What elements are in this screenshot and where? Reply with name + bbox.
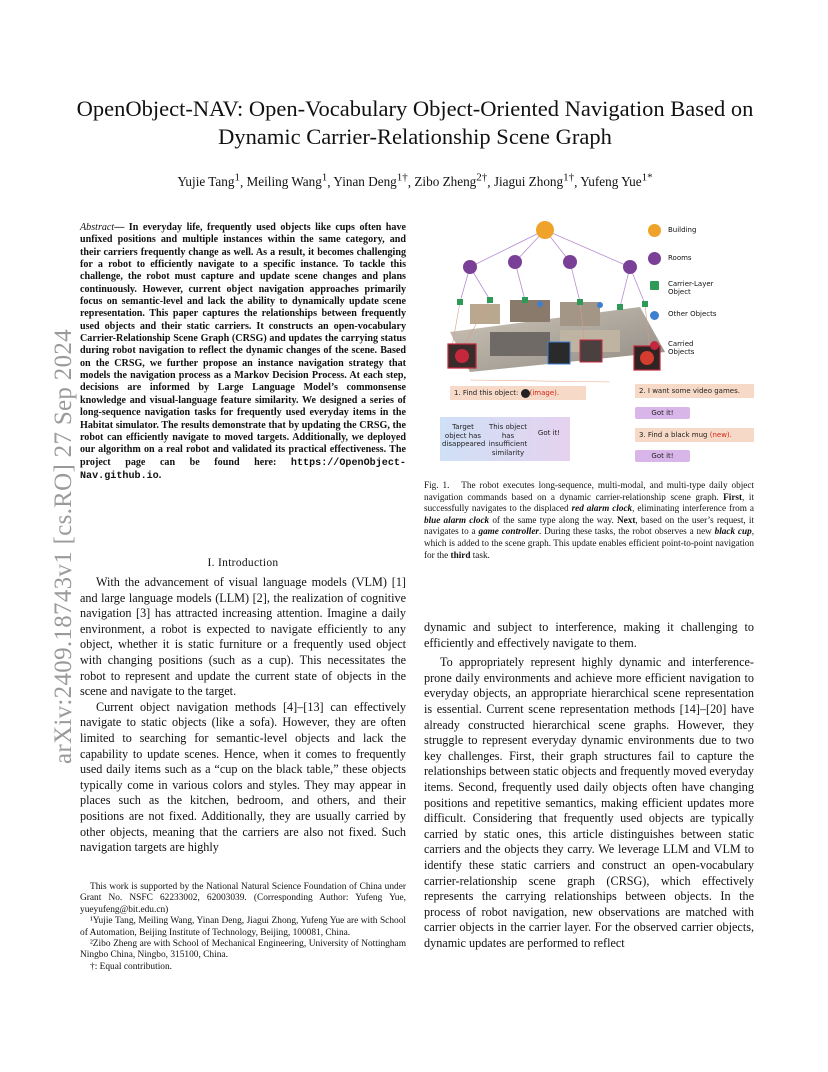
figure-1: [430, 212, 756, 472]
room-block: [510, 300, 550, 322]
author: Jiagui Zhong$^{1\dagger}$: [493, 172, 575, 190]
title-line-2: Dynamic Carrier-Relationship Scene Graph: [218, 124, 612, 149]
object-thumbnail: [580, 340, 602, 362]
room-node: [563, 255, 577, 269]
arxiv-identifier: arXiv:2409.18743v1 [cs.RO] 27 Sep 2024: [50, 329, 77, 764]
project-link[interactable]: https://OpenObject-Nav.github.io: [80, 457, 406, 482]
room-node: [508, 255, 522, 269]
paragraph: To appropriately represent highly dynamic and interference-prone daily environments and achieve more efficient navigation to everyday objects, an appropriate hierarchical scene representation is essential. Current scene representation methods [14]–[20] have already constructed hierarchical scene graphs. However, they struggle to represent everyday dynamic environments due to two key challenges. First, their graph structures fail to capture the relationships between static objects and frequently moved everyday items. Second, frequently used daily objects often have changing positions and repetitive semantics, making efficient updates more difficult. Considering that frequently used objects are typically carried by static ones, this article distinguishes between static carriers and the objects they carry. We leverage LLM and VLM to identify these static carriers and construct an open-vocabulary carrier-relationship scene graph (CRSG), which effectively represents the carrying relationships between objects. In the process of robot navigation, new observations are matched with carrier objects in the carrier layer. For the observed carrier objects, dynamic updates are performed to reflect: [424, 655, 754, 950]
command-1: 1. Find this object: (image).: [450, 386, 586, 400]
abstract-label: Abstract: [80, 222, 115, 233]
section-heading: I. Introduction: [207, 557, 279, 569]
room-block: [470, 304, 500, 324]
author: Meiling Wang$^1$: [246, 172, 328, 190]
footnote: This work is supported by the National Natural Science Foundation of China under Grant No. NSFC 62233002, 62003039. (Corresponding Author: Yufeng Yue, yueyufeng@bit.edu.cn): [80, 882, 406, 915]
room-node: [623, 260, 637, 274]
paragraph: Current object navigation methods [4]–[13] can effectively navigate to static objects (like a sofa). However, they are often limited to searching for semantic-level objects and lack the capability to update scenes. Hence, when it comes to frequently used daily items such as a “cup on the black table,” these objects typically come in various colors and styles. They may appear in places such as the kitchen, bedroom, and others, and their positions are not fixed. Additionally, they are usually carried by other objects, meaning that the carriers are also not fixed. Such navigation targets are highly: [80, 699, 406, 855]
carrier-node: [457, 299, 463, 305]
author: Yujie Tang$^1$: [177, 172, 240, 190]
room-block: [490, 332, 550, 356]
author: Zibo Zheng$^{2\dagger}$: [414, 172, 488, 190]
paragraph: With the advancement of visual language models (VLM) [1] and large language models (LLM) [2], the realization of cognitive navigation [3] has attracted increasing attention. Imagine a daily environment, a robot is expected to navigate efficiently to any object, whether it is static furniture or a frequently used object with changing positions (such as a cup). This necessitates the robot to represent and update the current state of objects in the scene and navigate to the target.: [80, 575, 406, 699]
footnote: ¹Yujie Tang, Meiling Wang, Yinan Deng, Jiagui Zhong, Yufeng Yue are with School of Automation, Beijing Institute of Technology, Beijing, 100081, China.: [80, 916, 406, 938]
carrier-node: [577, 299, 583, 305]
building-node: [536, 221, 554, 239]
room-block: [560, 302, 600, 326]
legend-carrier: Carrier-Layer Object: [668, 280, 738, 296]
abstract: Abstract— In everyday life, frequently used objects like cups often have unfixed positions and multiple instances within the same category, and their carriers frequently change as well. As a result, it becomes challenging for a robot to efficiently navigate to a specific instance. To tackle this challenge, the robot must capture and update scene changes and plans continuously. However, current object navigation approaches primarily focus on semantic-level and lack the ability to dynamically update scene representation. This paper captures the relationships between frequently used objects and their static carriers. It constructs an open-vocabulary Carrier-Relationship Scene Graph (CRSG) and updates the carrying status during robot navigation to reflect the dynamic changes of the scene. Based on the CRSG, we further propose an instance navigation strategy that models the navigation process as a Markov Decision Process. At each step, decisions are informed by Large Language Model’s commonsense knowledge and visual-language feature similarity. We designed a series of long-sequence navigation tasks for frequently used everyday items in the Habitat simulator. The results demonstrate that by updating the CRSG, the robot can efficiently navigate to moved targets. Additionally, we deployed our algorithm on a real robot and validated its practical effectiveness. The project page can be found here: https://OpenObject-Nav.github.io.: [80, 222, 406, 482]
other-object-node: [597, 302, 603, 308]
footnote: ²Zibo Zheng are with School of Mechanical Engineering, University of Nottingham Ningbo China, Ningbo, 315100, China.: [80, 939, 406, 961]
game-controller-thumbnail: [548, 342, 570, 364]
legend-building: Building: [668, 226, 696, 234]
legend-rooms: Rooms: [668, 254, 692, 262]
footnote: †: Equal contribution.: [90, 961, 173, 972]
author-list: Yujie Tang$^1$, Meiling Wang$^1$, Yinan Deng$^{1\dagger}$, Zibo Zheng$^{2\dagger}$, Jiagui Zhong$^{1\dagger}$, Yufeng Yue$^{1*}$: [177, 172, 653, 190]
left-column-body: [80, 575, 406, 856]
author: Yufeng Yue$^{1*}$: [580, 172, 653, 190]
carrier-node: [617, 304, 623, 310]
legend-carried: Carried Objects: [668, 340, 718, 356]
paragraph: dynamic and subject to interference, making it challenging to efficiently and effectively navigate to them.: [424, 620, 754, 650]
right-column-body: [424, 620, 754, 951]
command-2: 2. I want some video games.: [635, 384, 754, 398]
got-it-response: Got it!: [635, 450, 690, 462]
feedback-panel: Target object has disappeared This object has insufficient similarity Got it!: [440, 417, 570, 461]
title-line-1: OpenObject-NAV: Open-Vocabulary Object-Oriented Navigation Based on: [76, 96, 754, 121]
figure-caption: Fig. 1. The robot executes long-sequence, multi-modal, and multi-type daily object navigation commands based on a dynamic carrier-relationship scene graph. First, it successfully navigates to the displaced red alarm clock, eliminating interference from a blue alarm clock of the same type along the way. Next, based on the user’s request, it navigates to a game controller. During these tasks, the robot observes a new black cup, which is added to the scene graph. This update enables efficient point-to-point navigation for the third task.: [424, 480, 755, 560]
arxiv-side-stamp: [14, 290, 77, 770]
paper-title: [70, 95, 760, 151]
author: Yinan Deng$^{1\dagger}$: [333, 172, 408, 190]
graph-edges: [460, 230, 645, 307]
abstract-text: In everyday life, frequently used objects like cups often have unfixed positions and multiple instances within the same category, and their carriers frequently change as well. As a result, it becomes challenging for a robot to efficiently navigate to a specific instance. To tackle this challenge, the robot must capture and update scene changes and plans continuously. However, current object navigation approaches primarily focus on semantic-level and lack the ability to dynamically update scene representation. This paper captures the relationships between frequently used objects and their static carriers. It constructs an open-vocabulary Carrier-Relationship Scene Graph (CRSG) and updates the carrying status during robot navigation to reflect the dynamic changes of the scene. Based on the CRSG, we further propose an instance navigation strategy that models the navigation process as a Markov Decision Process. At each step, decisions are informed by Large Language Model’s commonsense knowledge and visual-language feature similarity. We designed a series of long-sequence navigation tasks for frequently used everyday items in the Habitat simulator. The results demonstrate that by updating the CRSG, the robot can efficiently navigate to moved targets. Additionally, we deployed our algorithm on a real robot and validated its practical effectiveness. The project page can be found here:: [80, 222, 406, 468]
carrier-node: [487, 297, 493, 303]
other-object-node: [537, 301, 543, 307]
legend-other: Other Objects: [668, 310, 718, 318]
carrier-node: [642, 301, 648, 307]
footnotes: [80, 882, 406, 973]
room-node: [463, 260, 477, 274]
carrier-node: [522, 297, 528, 303]
command-3: 3. Find a black mug (new).: [635, 428, 754, 442]
got-it-response: Got it!: [635, 407, 690, 419]
